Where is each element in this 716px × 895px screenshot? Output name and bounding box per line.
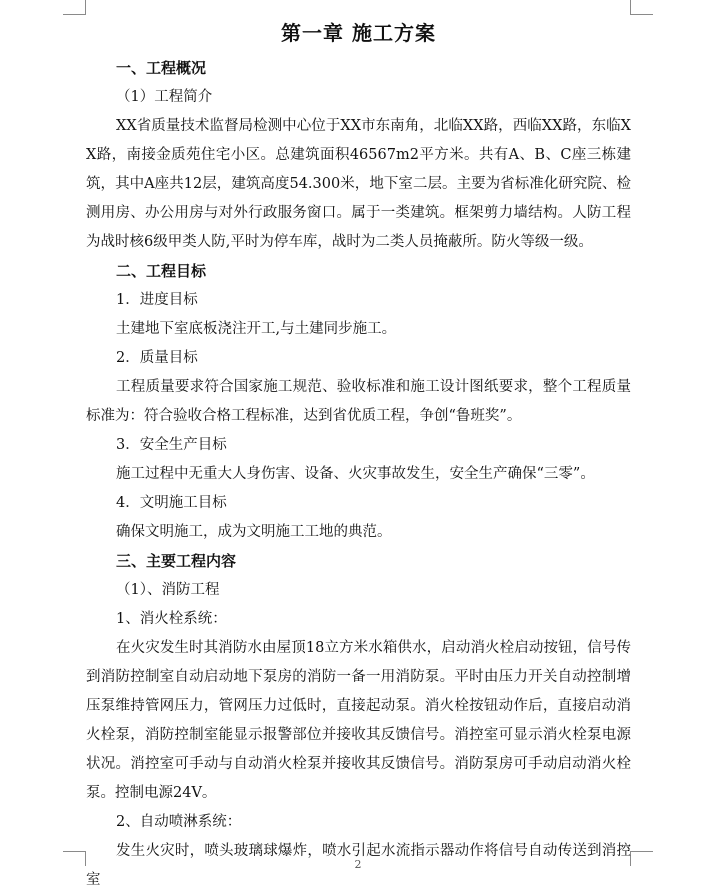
body-paragraph: 确保文明施工，成为文明施工工地的典范。 [116,524,392,540]
crop-mark-top-left [63,0,86,15]
body-paragraph: 工程质量要求符合国家施工规范、验收标准和施工设计图纸要求，整个工程质量标准为：符合验收合格工程标准，达到省优质工程，争创“鲁班奖”。 [86,379,631,424]
section-heading: 一、工程概况 [116,59,207,77]
crop-mark-top-right [630,0,653,15]
document-blocks [86,54,631,895]
body-paragraph: XX省质量技术监督局检测中心位于XX市东南角，北临XX路，西临XX路，东临XX路，南接金质苑住宅小区。总建筑面积46567m2平方米。共有A、B、C座三栋建筑，其中A座共12层，建筑高度54.300米，地下室二层。主要为省标准化研究院、检测用房、办公用房与对外行政服务窗口。属于一类建筑。框架剪力墙结构。人防工程为战时核6级甲类人防,平时为停车库，战时为二类人员掩蔽所。防火等级一级。 [86,118,631,250]
subsection-heading: 1．进度目标 [116,292,198,308]
body-paragraph: 在火灾发生时其消防水由屋顶18立方米水箱供水，启动消火栓启动按钮，信号传到消防控制室自动启动地下泵房的消防一备一用消防泵。平时由压力开关自动控制增压泵维持管网压力，管网压力过低时，直接起动泵。消火栓按钮动作后，直接启动消火栓泵，消防控制室能显示报警部位并接收其反馈信号。消控室可显示消火栓泵电源状况。消控室可手动与自动消火栓泵并接收其反馈信号。消防泵房可手动启动消火栓泵。控制电源24V。 [86,640,631,801]
section-heading: 三、主要工程内容 [116,552,237,570]
body-paragraph: 土建地下室底板浇注开工,与土建同步施工。 [116,321,397,337]
page-number: 2 [354,858,362,871]
subsection-heading: （1）工程简介 [116,89,213,105]
section-heading: 二、工程目标 [116,262,207,280]
subsection-heading: 4．文明施工目标 [116,495,227,511]
subsection-heading: 1、消火栓系统： [116,611,227,627]
subsection-heading: （1）、消防工程 [116,582,220,598]
chapter-title: 第一章 施工方案 [281,21,436,45]
subsection-heading: 2、自动喷淋系统： [116,814,242,830]
body-paragraph: 发生火灾时，喷头玻璃球爆炸，喷水引起水流指示器动作将信号自动传送到消控室 [86,843,631,888]
body-paragraph: 施工过程中无重大人身伤害、设备、火灾事故发生，安全生产确保“三零”。 [116,466,595,482]
subsection-heading: 3．安全生产目标 [116,437,227,453]
subsection-heading: 2．质量目标 [116,350,198,366]
document-body [86,18,631,895]
